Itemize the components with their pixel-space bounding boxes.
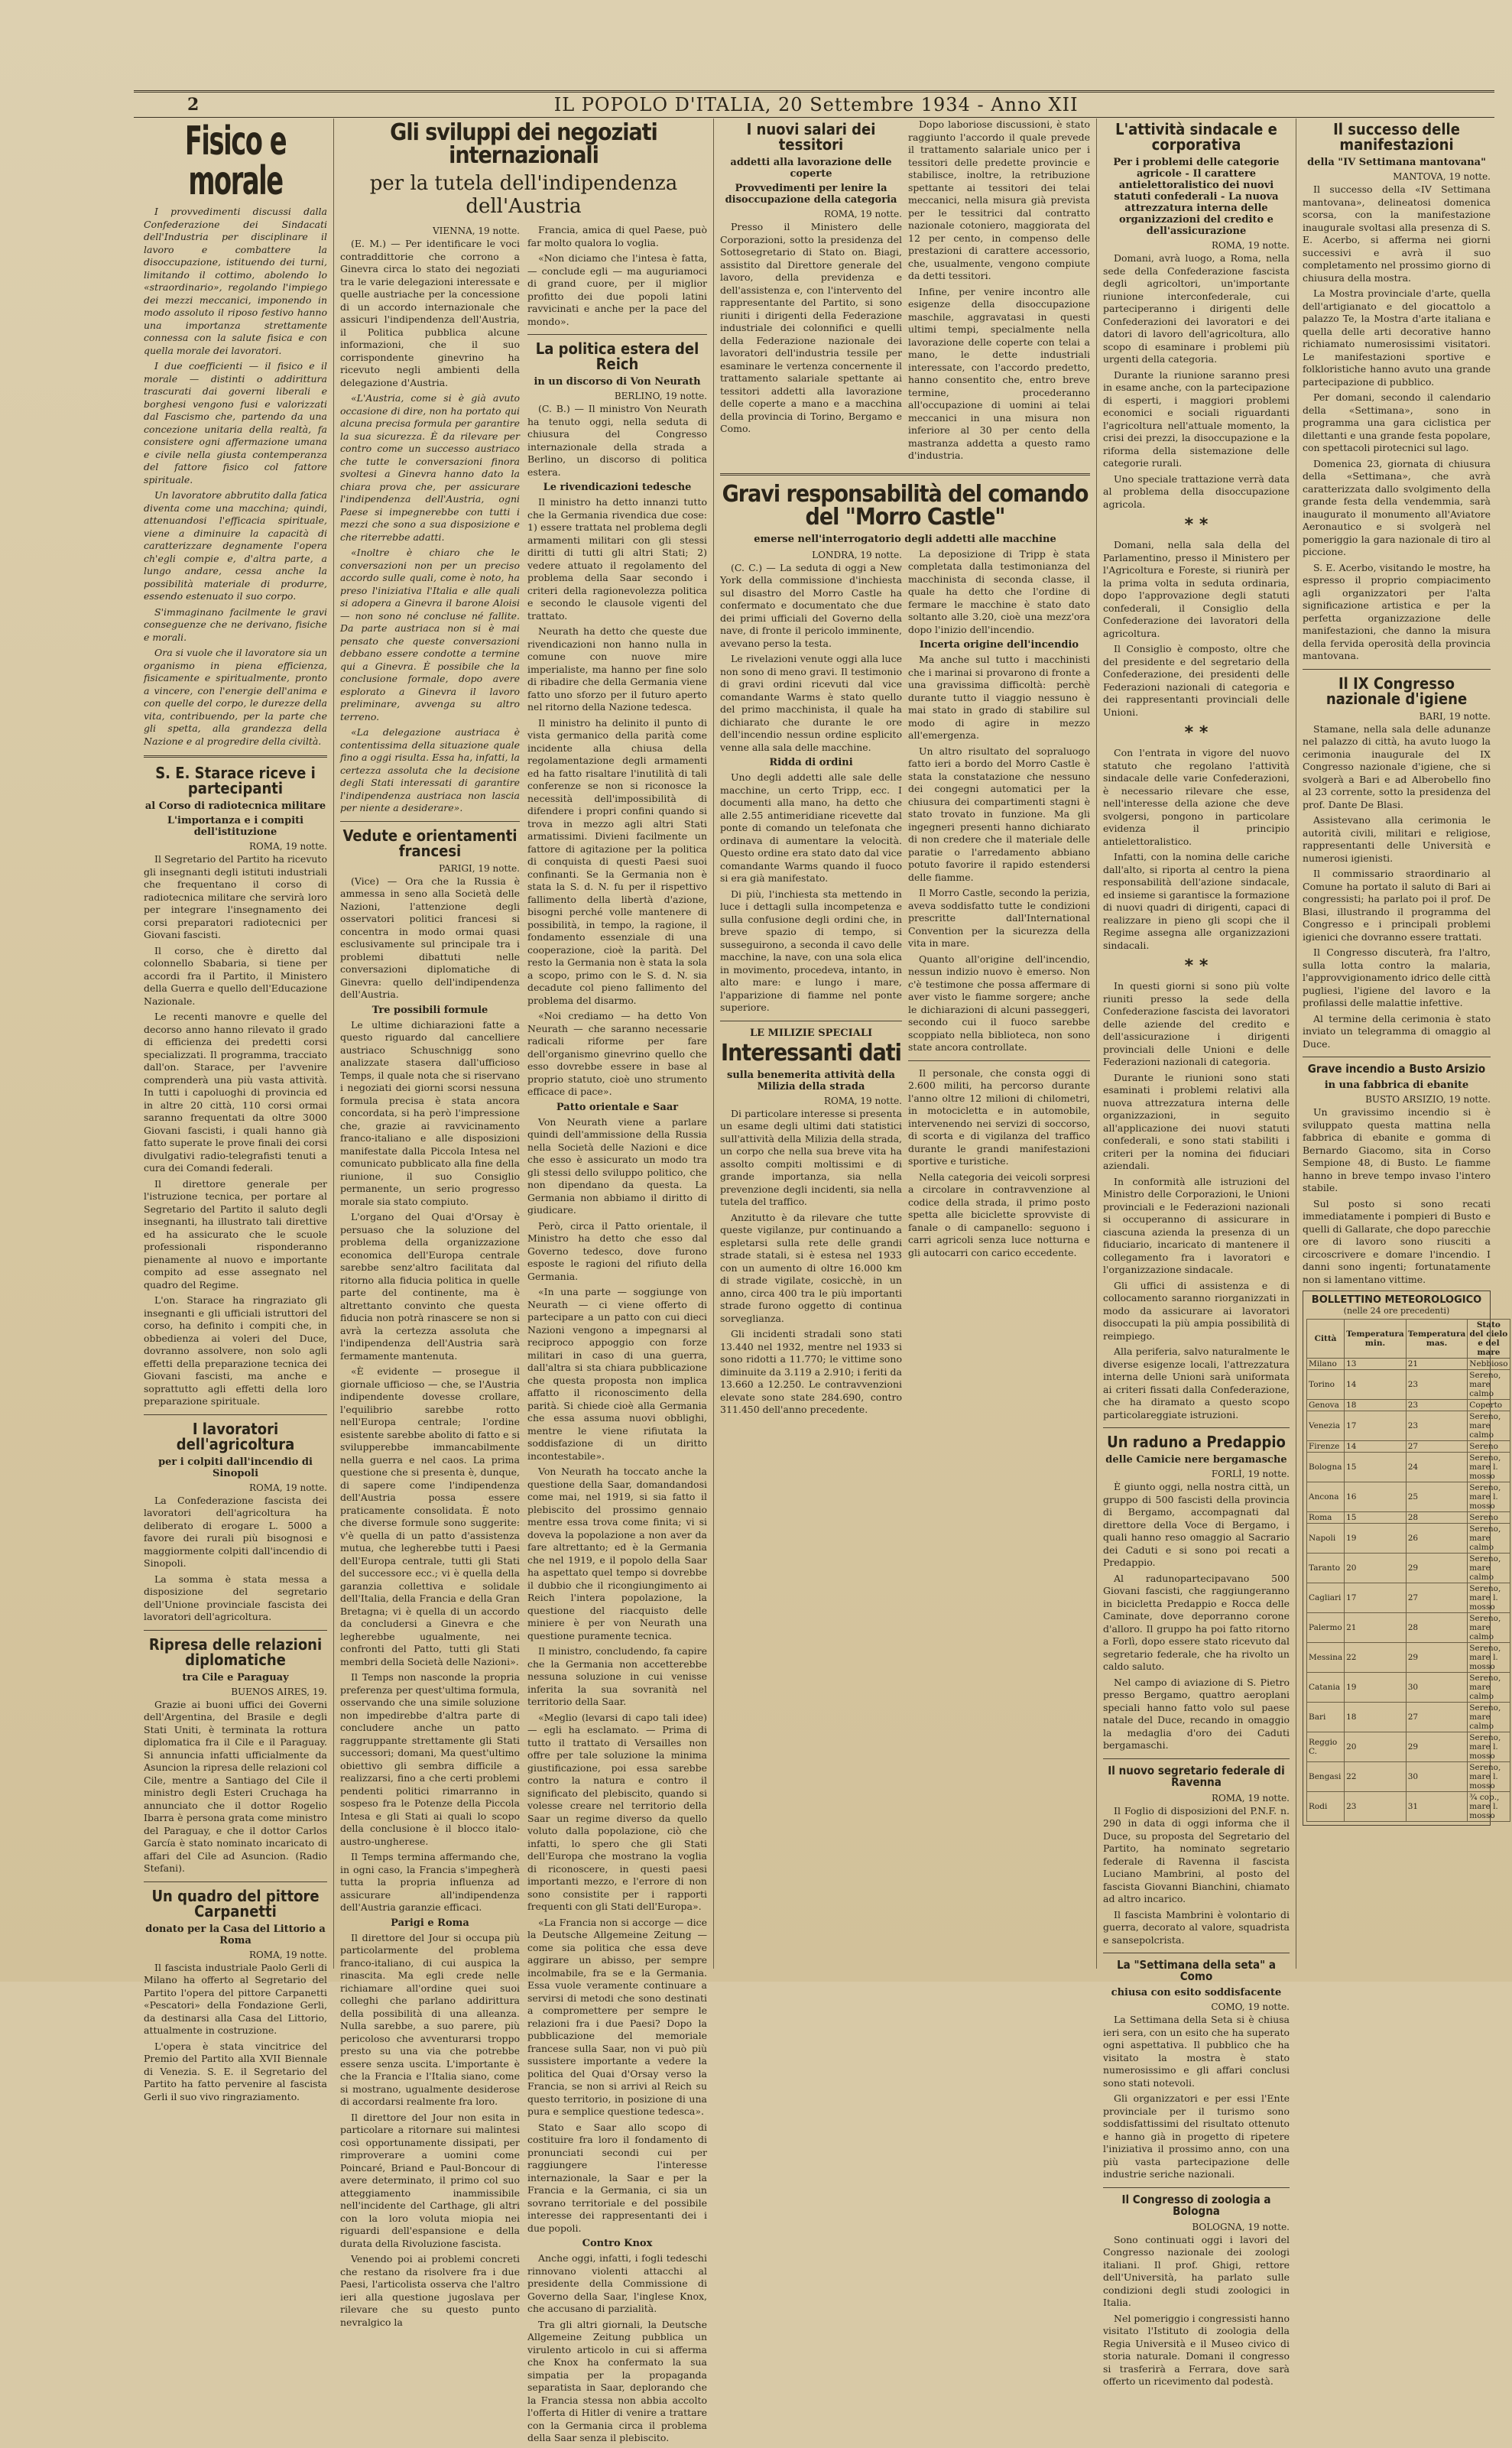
table-cell: Bari	[1307, 1703, 1345, 1732]
table-cell: Rodi	[1307, 1792, 1345, 1822]
article-paragraph: Domani, avrà luogo, a Roma, nella sede della Confederazione fascista degli agricoltori, un'importante riunione interconfederale, cui parteciperanno i dirigenti delle Confederazioni dei lavoratori e dei datori di lavoro dell'agricoltura, allo scopo di esaminare i problemi più urgenti della categoria.	[1103, 252, 1290, 365]
article-paragraph: (Vice) — Ora che la Russia è ammessa in seno alla Società delle Nazioni, l'attenzione degli osservatori politici francesi si concentra in modo ormai quasi esclusivamente sul principale tra i problemi dibattuti nelle conversazioni diplomatiche di Ginevra: quello dell'indipendenza dell'Austria.	[340, 875, 520, 1000]
article-paragraph: (E. M.) — Per identificare le voci contraddittorie che corrono a Ginevra circa lo stato dei negoziati tra le varie delegazioni interessate e quelle austriache per la concessione di un accordo internazionale che assicuri l'indipendenza dell'Austria, il Politica pubblica alcune informazioni, che il suo corrispondente ginevrino ha ricevuto negli ambienti della delegazione d'Austria.	[340, 238, 520, 388]
subhead: L'importanza e i compiti dell'istituzione	[167, 815, 304, 838]
divider	[1103, 1758, 1290, 1759]
header-cell: Temperatura mas.	[1406, 1320, 1468, 1359]
table-cell: Sereno, mare l. mosso	[1468, 1453, 1510, 1482]
table-cell: Genova	[1307, 1400, 1345, 1411]
article-paragraph: Infine, per venire incontro alle esigenze della disoccupazione maschile, aggravatasi in questi ultimi tempi, specialmente nella lavorazione delle coperte con telai a mano, le dette industriali interessate, con l'accordo predetto, hanno consentito che, entro breve termine, procederanno all'occupazione di uomini ai telai meccanici in una misura non inferiore al 30 per cento della mastranza addetta a questo ramo d'industria.	[908, 285, 1090, 461]
column-5	[1296, 119, 1508, 1969]
morro-block	[720, 548, 1090, 1420]
headline-attivita-sindacale: L'attività sindacale e corporativa	[1115, 120, 1277, 154]
table-cell: Sereno, mare l. mosso	[1468, 1643, 1510, 1673]
section-subhead: Contro Knox	[582, 2238, 653, 2249]
article-paragraph: Al radunopartecipavano 500 Giovani fascisti, che raggiungeranno in bicicletta Predappio e Rocca delle Caminate, dove deporranno corone d'alloro. Il gruppo ha poi fatto ritorno a Forlì, dopo essere stato ricevuto dal segretario federale, che ha rivolto un caldo saluto.	[1103, 1572, 1290, 1672]
article-paragraph: Anzitutto è da rilevare che tutte queste vigilanze, pur continuando a espletarsi sulla rete delle grandi strade statali, si è estesa nel 1933 con un aumento di oltre 16.000 km di strade vigilate, cosicchè, in un anno, circa 400 tra le più importanti strade furono oggetto di continua sorveglianza.	[720, 1211, 902, 1324]
subhead: emerse nell'interrogatorio degli addetti alle macchine	[754, 533, 1056, 545]
table-row	[1307, 1792, 1510, 1822]
subcolumn-right	[908, 548, 1090, 1420]
divider	[144, 1414, 327, 1415]
article-paragraph: Nel campo di aviazione di S. Pietro presso Bergamo, quattro aeroplani speciali hanno fatto volo sul paese natale del Duce, recando in omaggio la medaglia d'oro dei Caduti bergamaschi.	[1103, 1676, 1290, 1751]
table-cell: 23	[1406, 1370, 1468, 1400]
dateline: MANTOVA, 19 notte.	[1393, 171, 1491, 182]
header-cell: Città	[1307, 1320, 1345, 1359]
subhead: della "IV Settimana mantovana"	[1307, 157, 1486, 168]
article-paragraph: Gli uffici di assistenza e di collocamento saranno riorganizzati in modo da assicurare ai lavoratori disoccupati la più ampia possibilità di reimpiego.	[1103, 1279, 1290, 1342]
subhead: al Corso di radiotecnica militare	[144, 800, 326, 812]
divider	[1103, 1427, 1290, 1428]
article-paragraph: «In una parte — soggiunge von Neurath — ci viene offerto di partecipare a un patto con cui dieci Nazioni vengono a impegnarsi al reciproco appoggio con forze militari in caso di una guerra, dall'altra si sta chiara pubblicazione che questa proposta non implica affatto il riconoscimento della parità. Si chiede cioè alla Germania che essa assuma nuovi obblighi, mentre le viene rifiutata la soddisfazione di un diritto incontestabile».	[527, 1286, 707, 1462]
article-paragraph: Tra gli altri giornali, la Deutsche Allgemeine Zeitung pubblica un virulento articolo in cui si afferma che Knox ha confermato la sua simpatia per la propaganda separatista in Saar, deplorando che la Francia stessa non abbia accolto l'offerta di Hitler di venire a trattare con la Germania circa il problema della Saar senza il plebiscito.	[527, 2318, 707, 2443]
article-paragraph: Grazie ai buoni uffici dei Governi dell'Argentina, del Brasile e degli Stati Uniti, è terminata la rottura diplomatica fra il Cile e il Paraguay. Si annuncia infatti ufficialmente da Asuncion la ripresa delle relazioni col Cile, mentre a Santiago del Cile il ministro degli Esteri Cruchaga ha annunciato che il dottor Rogelio Ibarra è persona grata come ministro del Paraguay, e che il dottor Carlos García è stato nominato incaricato di affari del Cile ad Asuncion. (Radio Stefani).	[144, 1698, 327, 1874]
weather-bulletin-subtitle: (nelle 24 ore precedenti)	[1343, 1306, 1450, 1316]
table-cell: 18	[1345, 1703, 1407, 1732]
column-2	[334, 119, 714, 2443]
headline-settimana-seta: La "Settimana della seta" a Como	[1117, 1958, 1276, 1983]
table-cell: 28	[1406, 1512, 1468, 1524]
article-paragraph: Il fascista Mambrini è volontario di guerra, decorato al valore, squadrista e sansepolcrista.	[1103, 1908, 1290, 1946]
table-cell: Taranto	[1307, 1554, 1345, 1583]
table-cell: Ancona	[1307, 1482, 1345, 1512]
dateline: LONDRA, 19 notte.	[812, 549, 902, 560]
table-row	[1307, 1453, 1510, 1482]
table-cell: 29	[1406, 1643, 1468, 1673]
dateline: BARI, 19 notte.	[1419, 710, 1491, 722]
article-paragraph: I provvedimenti discussi dalla Confederazione dei Sindacati dell'Industria per disciplinare il lavoro e combattere la disoccupazione, istituendo dei turni, limitando il cottimo, abolendo lo «straordinario», regolando l'impiego dei mezzi meccanici, imponendo in modo assoluto il riposo festivo hanno una importanza strettamente connessa con la salute fisica e con quella morale dei lavoratori.	[144, 206, 327, 356]
article-paragraph: Il personale, che consta oggi di 2.600 militi, ha percorso durante l'anno oltre 12 milioni di chilometri, in motocicletta e in automobile, intervenendo nei servizi di soccorso, di scorta e di vigilanza del traffico durante le grandi manifestazioni sportive e turistiche.	[908, 1067, 1090, 1167]
article-paragraph: La Confederazione fascista dei lavoratori dell'agricoltura ha deliberato di erogare L. 5000 a favore dei rurali più bisognosi e maggiormente colpiti dall'incendio di Sinopoli.	[144, 1494, 327, 1569]
section-separator-icon: * *	[1184, 515, 1209, 534]
dateline: BOLOGNA, 19 notte.	[1192, 2221, 1290, 2232]
column-4	[1097, 119, 1296, 2387]
table-cell: Sereno, mare l. mosso	[1468, 1762, 1510, 1792]
article-paragraph: Il ministro ha detto innanzi tutto che la Germania rivendica due cose: 1) essere trattata nel problema degli armamenti militari con gli stessi diritti di tutti gli altri Stati; 2) vedere attuato il regolamento del problema della Saar secondo i criteri della ragionevolezza politica e secondo le clausole vigenti del trattato.	[527, 496, 707, 622]
table-cell: 23	[1406, 1400, 1468, 1411]
article-paragraph: Il Consiglio è composto, oltre che del presidente e del segretario della Confederazione, dei presidenti delle Federazioni nazionali di categoria e dei rappresentanti provinciali delle Unioni.	[1103, 643, 1290, 718]
article-paragraph: Le recenti manovre e quelle del decorso anno hanno rilevato il grado di efficienza dei predetti corsi specializzati. Il programma, tracciato dall'on. Starace, per l'avvenire comprenderà una più vasta attività. In tutti i capoluoghi di provincia ed in altre 20 città, 110 corsi ormai saranno frequentati da oltre 3000 Giovani fascisti, i quali hanno già fatto superate le prove finali dei corsi divulgativi radio-telegrafisti tenuti a cura dei Comandi federali.	[144, 1011, 327, 1174]
subhead: donato per la Casa del Littorio a Roma	[145, 1923, 326, 1946]
subhead: addetti alla lavorazione delle coperte	[730, 157, 892, 180]
article-paragraph: (C. C.) — La seduta di oggi a New York della commissione d'inchiesta sul disastro del Morro Castle ha confermato e documentato che due dei primi ufficiali del Governo della nave, di fronte il pericolo imminente, avevano perso la testa.	[720, 561, 902, 649]
table-cell: 26	[1406, 1524, 1468, 1554]
table-cell: Sereno, mare calmo	[1468, 1703, 1510, 1732]
masthead-title: IL POPOLO D'ITALIA, 20 Settembre 1934 - Anno XII	[553, 94, 1079, 115]
headline-vedute-francesi: Vedute e orientamenti francesi	[342, 826, 518, 860]
subcolumn-left	[720, 119, 902, 466]
article-paragraph: Il Morro Castle, secondo la perizia, aveva soddisfatto tutte le condizioni prescritte dall'International Convention per la sicurezza della vita in mare.	[908, 887, 1090, 949]
article-paragraph: Il Foglio di disposizioni del P.N.F. n. 290 in data di oggi informa che il Duce, su proposta del Segretario del Partito, ha nominato segretario federale di Ravenna il fascista Luciano Mambrini, al posto del fascista Giovanni Bianchini, chiamato ad altro incarico.	[1103, 1804, 1290, 1904]
table-row	[1307, 1411, 1510, 1441]
article-paragraph: Il ministro ha delinito il punto di vista germanico della parità come incidente alla chiusa della regolamentazione degli armamenti ed ha fatto risaltare l'inutilità di tali conferenze se non si riconosce la necessità dell'impossibilità di difendere i propri confini quando si trova in mezzo agli altri Stati armatissimi. Divieni facilmente un fattore di agitazione per la politica di conquista di questi Paesi suoi confinanti. Se la Germania non è stata la S. d. N. fu per il rispettivo fallimento della libertà d'azione, bisogni perché volle mantenere di possibilità, in tempo, la ragione, il fondamento essenziale di una cooperazione, cioè la parità. Del resto la Germania non è stata la sola a scopo, primo con le S. d. N. sia decadute col pieno fallimento del problema del disarmo.	[527, 716, 707, 1006]
dateline: ROMA, 19 notte.	[248, 1482, 327, 1493]
headline-fisico-morale: Fisico e morale	[184, 119, 287, 204]
subcolumn-left	[720, 548, 902, 1420]
article-paragraph: L'on. Starace ha ringraziato gli insegnanti e gli ufficiali istruttori del corso, ha definito i compiti che, in obbedienza ai voleri del Duce, dovranno assolvere, non solo agli effetti della preparazione tecnica dei Giovani fascisti, ma anche e soprattutto agli effetti della loro preparazione spirituale.	[144, 1294, 327, 1407]
table-cell: Messina	[1307, 1643, 1345, 1673]
table-cell: 31	[1406, 1792, 1468, 1822]
article-paragraph: Gli incidenti stradali sono stati 13.440 nel 1932, mentre nel 1933 si sono ridotti a 11.770; le vittime sono diminuite da 3.119 a 2.910; i feriti da 13.660 a 12.250. Le contravvenzioni elevate sono state 284.690, contro 311.450 dell'anno precedente.	[720, 1328, 902, 1415]
table-cell: Sereno, mare l. mosso	[1468, 1482, 1510, 1512]
table-cell: Reggio C.	[1307, 1732, 1345, 1762]
table-cell: Sereno	[1468, 1441, 1510, 1453]
dateline: BUSTO ARSIZIO, 19 notte.	[1365, 1094, 1491, 1105]
divider	[908, 1060, 1090, 1061]
article-paragraph: Il Temps termina affermando che, in ogni caso, la Francia s'impegherà tutta la propria influenza ad assicurare all'indipendenza dell'Austria garanzie efficaci.	[340, 1851, 520, 1913]
article-paragraph: «Non diciamo che l'intesa è fatta, — conclude egli — ma auguriamoci di grand cuore, per il miglior profitto dei due popoli latini ravvicinati e anche per la pace del mondo».	[527, 252, 707, 327]
article-paragraph: «La Francia non si accorge — dice la Deutsche Allgemeine Zeitung — come sia politica che essa deve aggirare un abisso, per sempre incolmabile, fra se e la Germania. Essa vuole veramente continuare a servirsi di metodi che sono destinati a compromettere per sempre le relazioni fra i due Paesi? Dopo la pubblicazione del memoriale francese sulla Saar, non vi può più sussistere importante a vedere la politica del Quai d'Orsay verso la Francia, se non si arrivi al Reich su questo territorio, in posizione di una pura e semplice questione tedesca».	[527, 1916, 707, 2117]
article-paragraph: Francia, amica di quel Paese, può far molto qualora lo voglia.	[527, 224, 707, 248]
column-1	[138, 119, 334, 2102]
subhead: Per i problemi delle categorie agricole - Il carattere antielettoralistico dei nuovi statuti confederali - La nuova attrezzatura interna delle organizzazioni del credito e dell'assicurazione	[1113, 157, 1280, 237]
table-cell: 17	[1345, 1411, 1407, 1441]
table-row	[1307, 1512, 1510, 1524]
dateline: ROMA, 19 notte.	[1211, 240, 1290, 251]
section-subhead: Patto orientale e Saar	[556, 1101, 679, 1113]
headline-negoziati: Gli sviluppi dei negoziati internazionali	[390, 119, 657, 169]
dateline: PARIGI, 19 notte.	[439, 862, 520, 874]
article-paragraph: Un gravissimo incendio si è sviluppato questa mattina nella fabbrica di ebanite e gomma di Bernardo Giacomo, sita in Corso Sempione 48, di Busto. Le fiamme hanno in breve tempo invaso l'intero stabile.	[1303, 1106, 1491, 1193]
table-cell: Nebbioso	[1468, 1359, 1510, 1370]
table-cell: 23	[1406, 1411, 1468, 1441]
table-cell: 16	[1345, 1482, 1407, 1512]
table-row	[1307, 1703, 1510, 1732]
subhead: chiusa con esito soddisfacente	[1111, 1987, 1282, 1998]
divider	[527, 334, 707, 335]
article-paragraph: L'opera è stata vincitrice del Premio del Partito alla XVII Biennale di Venezia. S. E. il Segretario del Partito ha fatto pervenire al fascista Gerli il suo vivo ringraziamento.	[144, 2040, 327, 2102]
headline-interessanti-dati: Interessanti dati	[721, 1039, 901, 1067]
table-row	[1307, 1762, 1510, 1792]
article-paragraph: Ma anche sul tutto i macchinisti che i marinai si provarono di fronte a una gravissima difficoltà: perchè durante tutto il viaggio nessuno è mai stato in grado di stabilire sul modo di agire in mezzo all'emergenza.	[908, 654, 1090, 741]
article-paragraph: Al termine della cerimonia è stato inviato un telegramma di omaggio al Duce.	[1303, 1012, 1491, 1050]
table-cell: Sereno, mare calmo	[1468, 1524, 1510, 1554]
dateline: ROMA, 19 notte.	[823, 209, 902, 219]
dateline: VIENNA, 19 notte.	[432, 226, 520, 236]
divider	[720, 473, 1090, 476]
salari-block	[720, 119, 1090, 466]
article-paragraph: Neurath ha detto che queste due rivendicazioni non hanno nulla in comune con nuove mire imperialiste, ma hanno per fine solo di ribadire che della Germania viene fatto uno sforzo per il futuro aperto nel ritorno della Nazione tedesca.	[527, 625, 707, 713]
weather-table	[1306, 1319, 1510, 1822]
headline-starace: S. E. Starace riceve i partecipanti	[155, 764, 316, 797]
subhead: Provvedimenti per lenire la disoccupazione della categoria	[725, 183, 897, 206]
dateline: ROMA, 19 notte.	[1211, 1792, 1290, 1804]
table-cell: Sereno, mare calmo	[1468, 1411, 1510, 1441]
article-paragraph: Però, circa il Patto orientale, il Ministro ha detto che esso dal Governo tedesco, dove furono esposte le ragioni del rifiuto della Germania.	[527, 1219, 707, 1282]
article-paragraph: Von Neurath viene a parlare quindi dell'ammissione della Russia nella Società delle Nazioni e dice che esso è assicurato un modo tra gli stessi dello sviluppo politico, che non dipendano da questa. La Germania non abbiamo il diritto di giudicare.	[527, 1115, 707, 1216]
article-paragraph: Assistevano alla cerimonia le autorità civili, militari e religiose, rappresentanti delle Università e numerosi igienisti.	[1303, 814, 1491, 864]
article-paragraph: La somma è stata messa a disposizione del segretario dell'Unione provinciale fascista dei lavoratori dell'agricoltura.	[144, 1573, 327, 1622]
table-cell: Napoli	[1307, 1524, 1345, 1554]
headline-congresso-igiene: Il IX Congresso nazionale d'igiene	[1325, 674, 1468, 708]
table-cell: 20	[1345, 1732, 1407, 1762]
table-cell: 14	[1345, 1441, 1407, 1453]
article-paragraph: Sul posto si sono recati immediatamente i pompieri di Busto e quelli di Gallarate, che dopo parecchie ore di lavoro sono riusciti a circoscrivere e domare l'incendio. I danni sono ingenti; fortunatamente non si lamentano vittime.	[1303, 1197, 1491, 1285]
section-subhead: Le rivendicazioni tedesche	[543, 482, 692, 493]
subcolumn-left	[340, 224, 520, 2448]
subhead: in un discorso di Von Neurath	[534, 376, 701, 388]
dateline: ROMA, 19 notte.	[248, 841, 327, 852]
weather-bulletin-title: BOLLETTINO METEOROLOGICO	[1311, 1294, 1482, 1306]
article-paragraph: Nella categoria dei veicoli sorpresi a circolare in contravvenzione al codice della strada, il primo posto spetta alle biciclette sprovviste di fanale o di campanello: seguono i carri agricoli senza luce notturna e gli autocarri con carico eccedente.	[908, 1170, 1090, 1258]
section-separator-icon: * *	[1184, 956, 1209, 976]
table-row	[1307, 1441, 1510, 1453]
article-paragraph: I due coefficienti — il fisico e il morale — distinti o addirittura trascurati dai governi liberali e borghesi vengono fusi e valorizzati dal Fascismo che, partendo da una concezione unitaria della realtà, fa consistere ogni affermazione umana e civile nella giusta contemperanza del fattore fisico col fattore spirituale.	[144, 360, 327, 485]
table-cell: Milano	[1307, 1359, 1345, 1370]
table-cell: 27	[1406, 1441, 1468, 1453]
table-cell: Coperto	[1468, 1400, 1510, 1411]
table-cell: 14	[1345, 1370, 1407, 1400]
table-cell: Venezia	[1307, 1411, 1345, 1441]
subhead: per la tutela dell'indipendenza dell'Austria	[369, 172, 678, 218]
headline-incendio-busto: Grave incendio a Busto Arsizio	[1307, 1062, 1486, 1076]
table-cell: Sereno, mare calmo	[1468, 1370, 1510, 1400]
subcolumn-right	[908, 119, 1090, 466]
table-cell: 21	[1406, 1359, 1468, 1370]
article-paragraph: Stamane, nella sala delle adunanze nel palazzo di città, ha avuto luogo la cerimonia inaugurale del IX Congresso nazionale d'igiene, che si svolgerà a Bari e ad Alberobello fino al 23 corrente, sotto la presidenza del prof. Dante De Blasi.	[1303, 722, 1491, 810]
dateline: BERLINO, 19 notte.	[614, 391, 707, 401]
article-paragraph: La deposizione di Tripp è stata completata dalla testimonianza del macchinista di seconda classe, il quale ha detto che l'ordine di fermare le macchine è stato dato soltanto alle 3.20, cioè una mezz'ora dopo l'inizio dell'incendio.	[908, 547, 1090, 635]
table-cell: Sereno, mare calmo	[1468, 1673, 1510, 1703]
table-cell: 13	[1345, 1359, 1407, 1370]
table-cell: 29	[1406, 1732, 1468, 1762]
section-subhead: Tre possibili formule	[372, 1004, 488, 1016]
article-paragraph: Con l'entrata in vigore del nuovo statuto che regolano l'attività sindacale delle varie Confederazioni, è necessario rilevare che esse, nell'interesse della azione che deve svolgersi, pongono in particolare evidenza il principio antielettoralistico.	[1103, 747, 1290, 847]
section-subhead: Incerta origine dell'incendio	[919, 639, 1079, 651]
table-cell: 22	[1345, 1643, 1407, 1673]
article-paragraph: Nel pomeriggio i congressisti hanno visitato l'Istituto di zoologia della Regia Università e il Museo civico di storia naturale. Domani il congresso si trasferirà a Ferrara, dove sarà offerto un ricevimento dal podestà.	[1103, 2312, 1290, 2387]
article-paragraph: Il corso, che è diretto dal colonnello Sbabaria, si tiene per accordi fra il Partito, il Ministero della Guerra e quello dell'Educazione Nazionale.	[144, 944, 327, 1007]
headline-carpanetti: Un quadro del pittore Carpanetti	[151, 1886, 320, 1920]
headline-cile-paraguay: Ripresa delle relazioni diplomatiche	[148, 1635, 323, 1669]
article-paragraph: Stato e Saar allo scopo di costituire fra loro il fondamento di pronunciati secondi cui per raggiungere l'interesse internazionale, la Saar e per la Francia e la Germania, ci sia un sovrano territoriale e del possibile interesse dei rappresentanti dei i due popoli.	[527, 2121, 707, 2234]
article-paragraph: La Mostra provinciale d'arte, quella dell'artigianato e del giocattolo a palazzo Te, la Mostra d'arte italiana e quella delle arti decorative hanno richiamato numerosissimi visitatori. Le manifestazioni sportive e folkloristiche hanno avuto una grande partecipazione di pubblico.	[1303, 287, 1491, 388]
headline-lavoratori-agricoltura: I lavoratori dell'agricoltura	[176, 1419, 295, 1453]
article-paragraph: Per domani, secondo il calendario della «Settimana», sono in programma una gara ciclistica per dilettanti e una grande festa popolare, con spettacoli pirotecnici sul lago.	[1303, 391, 1491, 453]
table-cell: Torino	[1307, 1370, 1345, 1400]
table-row	[1307, 1613, 1510, 1643]
article-paragraph: Il direttore del Jour si occupa più particolarmente del problema franco-italiano, di cui auspica la rinascita. Ma egli crede nelle richiamare all'ordine quei suoi colleghi che parlano addirittura della possibilità di una alleanza. Nulla sarebbe, a suo parere, più pericoloso che avventurarsi troppo presto su una via che potrebbe essere senza uscita. L'importante è che la Francia e l'Italia siano, come si mostrano, ugualmente desiderose di accordarsi realmente fra loro.	[340, 1931, 520, 2107]
table-cell: 18	[1345, 1400, 1407, 1411]
table-cell: 23	[1345, 1792, 1407, 1822]
article-paragraph: «Meglio (levarsi di capo tali idee) — egli ha esclamato. — Prima di tutto il trattato di Versailles non offre per tale soluzione la minima giustificazione, poi essa sarebbe contro la natura e contro il significato del plebiscito, quando si volesse creare nel territorio della Saar un regime diverso da quello voluto dalla popolazione, ciò che infatti, lo spero che gli Stati dell'Europa che mostrano la voglia di riconoscere, in questi paesi importanti mezzo, e l'errore di non sono consistite per i rapporti frequenti con gli Stati dell'Europa».	[527, 1711, 707, 1912]
table-row	[1307, 1370, 1510, 1400]
article-paragraph: S'immaginano facilmente le gravi conseguenze che ne derivano, fisiche e morali.	[144, 606, 327, 643]
headline-settimana-mantovana: Il successo delle manifestazioni	[1333, 120, 1460, 154]
article-paragraph: In conformità alle istruzioni del Ministro delle Corporazioni, le Unioni provinciali e le Federazioni nazionali si occuperanno di assicurare in ciascuna azienda la presenza di un fiduciario, incaricato di mantenere il collegamento fra i lavoratori e l'organizzazione sindacale.	[1103, 1175, 1290, 1275]
article-paragraph: Quanto all'origine dell'incendio, nessun indizio nuovo è emerso. Non c'è testimone che possa affermare di aver visto le fiamme sorgere; anche le dichiarazioni di alcuni passeggeri, secondo cui il fuoco sarebbe scoppiato nella biblioteca, non sono state ancora controllate.	[908, 953, 1090, 1053]
header-cell: Temperatura min.	[1345, 1320, 1407, 1359]
headline-reich: La politica estera del Reich	[535, 339, 699, 373]
dateline: ROMA, 19 notte.	[248, 1949, 327, 1960]
table-cell: 21	[1345, 1613, 1407, 1643]
table-cell: 29	[1406, 1554, 1468, 1583]
table-row	[1307, 1359, 1510, 1370]
article-paragraph: Il commissario straordinario al Comune ha portato il saluto di Bari ai congressisti; ha parlato poi il prof. De Blasi, illustrando il programma del Congresso e i principali problemi igienici che dovranno essere trattati.	[1303, 868, 1491, 943]
article-paragraph: Il Congresso discuterà, fra l'altro, sulla lotta contro la malaria, l'approvvigionamento idrico delle città pugliesi, l'igiene del lavoro e la profilassi delle malattie infettive.	[1303, 946, 1491, 1008]
section-subhead: Ridda di ordini	[769, 757, 853, 768]
header-cell: Stato del cielo e del mare	[1468, 1320, 1510, 1359]
weather-table-header	[1307, 1320, 1510, 1359]
subhead: in una fabbrica di ebanite	[1324, 1080, 1469, 1091]
divider	[1103, 2187, 1290, 2188]
article-paragraph: Di più, l'inchiesta sta mettendo in luce i dettagli sulla incompetenza e sulla confusione degli ordini che, in breve spazio di tempo, si susseguirono, a seconda il cavo delle macchine, la nave, con una sola elica in movimento, procedeva, intanto, in alto mare: e lungo i mare, l'apparizione di fiamme nel ponte superiore.	[720, 888, 902, 1013]
table-cell: 25	[1406, 1482, 1468, 1512]
table-cell: 22	[1345, 1762, 1407, 1792]
table-cell: Sereno, mare calmo	[1468, 1613, 1510, 1643]
two-col-block	[340, 224, 707, 2448]
page-number: 2	[187, 95, 200, 115]
article-paragraph: «Noi crediamo — ha detto Von Neurath — che saranno necessarie radicali riforme per fare dell'organismo ginevrino quello che esso dovrebbe essere in base al proprio statuto, cioè uno strumento efficace di pace».	[527, 1010, 707, 1097]
headline-morro-castle: Gravi responsabilità del comando del "Morro Castle"	[722, 480, 1089, 531]
divider	[340, 821, 520, 822]
column-3	[714, 119, 1097, 1969]
article-paragraph: Il direttore generale per l'istruzione tecnica, per portare al Segretario del Partito il saluto degli insegnanti, ha illustrato tali direttive ed ha assicurato che le scuole professionali risponderanno pienamente al nuovo e importante compito ad esse assegnato nel quadro del Regime.	[144, 1177, 327, 1291]
table-cell: 20	[1345, 1554, 1407, 1583]
subhead: delle Camicie nere bergamasche	[1105, 1454, 1287, 1466]
weather-table-body	[1307, 1359, 1510, 1822]
table-cell: 19	[1345, 1673, 1407, 1703]
dateline: ROMA, 19 notte.	[823, 1095, 902, 1106]
subhead: per i colpiti dall'incendio di Sinopoli	[158, 1456, 313, 1479]
table-row	[1307, 1524, 1510, 1554]
table-cell: Cagliari	[1307, 1583, 1345, 1613]
article-paragraph: Domani, nella sala della del Parlamentino, presso il Ministero per l'Agricoltura e Foreste, si riunirà per la prima volta in seduta ordinaria, dopo l'approvazione degli statuti confederali, il Consiglio della Confederazione dei lavoratori della agricoltura.	[1103, 539, 1290, 639]
article-paragraph: Durante la riunione saranno presi in esame anche, con la partecipazione di esperti, i maggiori problemi economici e sociali riguardanti l'agricoltura nell'attuale momento, la crisi dei prezzi, la disoccupazione e la riforma della sistemazione delle categorie rurali.	[1103, 368, 1290, 469]
table-cell: ¾ cop., mare l. mosso	[1468, 1792, 1510, 1822]
article-paragraph: «Inoltre è chiaro che le conversazioni non per un preciso accordo sulle quali, come è noto, ha preso l'iniziativa l'Italia e alle quali si adopera a Ginevra il barone Aloisi — non sono né concluse né fallite. Da parte austriaca non si è mai pensato che queste conversazioni debbano essere condotte a termine qui a Ginevra. È possibile che la conclusione formale, dopo avere esplorato a Ginevra il lavoro preliminare, avvenga su altro terreno.	[340, 547, 520, 722]
article-paragraph: Dopo laboriose discussioni, è stato raggiunto l'accordo il quale prevede il trattamento salariale unico per i tessitori delle predette provincie e stabilisce, inoltre, la retribuzione spettante ai tessitori dei telai meccanici, nella misura già prevista per le tessitrici dal contratto nazionale cotoniero, maggiorata del 12 per cento, in compenso delle prestazioni di carattere accessorio, che, usualmente, vengono compiute da detti tessitori.	[908, 119, 1090, 281]
article-paragraph: Il direttore del Jour non esita in particolare a ritornare sui malintesi così opportunamente dissipati, per rimproverare a uomini come Poincaré, Briand e Paul-Boncour di avere determinato, il primo col suo atteggiamento inammissibile nell'incidente del Carthage, gli altri con la loro voluta miopia nei riguardi dell'espansione e della durata della Rivoluzione fascista.	[340, 2111, 520, 2249]
article-paragraph: Il ministro, concludendo, fa capire che la Germania non accetterebbe nessuna soluzione in cui venisse inferita la sua sovranità nel territorio della Saar.	[527, 1645, 707, 1707]
table-cell: Sereno	[1468, 1512, 1510, 1524]
table-row	[1307, 1643, 1510, 1673]
masthead	[134, 90, 1494, 118]
table-row	[1307, 1583, 1510, 1613]
article-paragraph: È giunto oggi, nella nostra città, un gruppo di 500 fascisti della provincia di Bergamo, accompagnati dal direttore della Voce di Bergamo, i quali hanno reso omaggio al Sacrario dei Caduti e si sono poi recati a Predappio.	[1103, 1481, 1290, 1568]
table-cell: 30	[1406, 1673, 1468, 1703]
table-cell: Sereno, mare l. mosso	[1468, 1583, 1510, 1613]
subhead: sulla benemerita attività della Milizia della strada	[727, 1069, 895, 1093]
table-cell: Palermo	[1307, 1613, 1345, 1643]
article-paragraph: Anche oggi, infatti, i fogli tedeschi rinnovano violenti attacchi al presidente della Commissione di Governo della Saar, l'inglese Knox, che accusano di parzialità.	[527, 2252, 707, 2314]
article-paragraph: Domenica 23, giornata di chiusura della «Settimana», che avrà caratterizzata dallo svolgimento della grande festa della vendemmia, sarà inaugurato il monumento all'Aviatore Aeronautico e si svolgerà nel pomeriggio la gara nazionale di tiro al piccione.	[1303, 457, 1491, 557]
article-paragraph: Di particolare interesse si presenta un esame degli ultimi dati statistici sull'attività della Milizia della strada, un corpo che nella sua breve vita ha assolto compiti moltissimi e di grande importanza, sia nella prevenzione degli incidenti, sia nella tutela del traffico.	[720, 1107, 902, 1207]
article-paragraph: Presso il Ministero delle Corporazioni, sotto la presidenza del Sottosegretario di Stato on. Biagi, assistito dal Direttore generale del lavoro, della previdenza e dell'assistenza e, con l'intervento del rappresentante del Partito, si sono riuniti i dirigenti della Federazione industriale dei colonnifici e quelli della Federazione nazionale dei lavoratori dell'industria tessile per esaminare le vertenza concernente il trattamento salariale spettante ai tessitori addetti alla lavorazione delle coperte a mano e a macchina della provincia di Torino, Bergamo e Como.	[720, 221, 902, 434]
table-row	[1307, 1482, 1510, 1512]
subhead: tra Cile e Paraguay	[182, 1671, 289, 1683]
article-paragraph: (C. B.) — Il ministro Von Neurath ha tenuto oggi, nella seduta di chiusura del Congresso internazionale della strada a Berlino, un discorso di politica estera.	[527, 403, 707, 478]
headline-zoologia: Il Congresso di zoologia a Bologna	[1121, 2192, 1271, 2218]
headline-ravenna: Il nuovo segretario federale di Ravenna	[1108, 1763, 1285, 1789]
table-cell: 19	[1345, 1524, 1407, 1554]
table-cell: 27	[1406, 1703, 1468, 1732]
table-cell: 15	[1345, 1512, 1407, 1524]
article-paragraph: Un altro risultato del sopraluogo fatto ieri a bordo del Morro Castle è stata la constatazione che nessuno dei congegni automatici per la chiusura dei compartimenti stagni è stato trovato in funzione. Ma gli ingegneri presenti hanno dichiarato di non credere che il materiale delle paratie o l'arredamento abbiano potuto favorire il rapido estendersi delle fiamme.	[908, 745, 1090, 883]
article-paragraph: Durante le riunioni sono stati esaminati i problemi relativi alla nuova attrezzatura interna delle organizzazioni, in seguito all'applicazione dei nuovi statuti confederali, e sono stati stabiliti i criteri per la nomina dei fiduciari aziendali.	[1103, 1071, 1290, 1171]
article-paragraph: «L'Austria, come si è già avuto occasione di dire, non ha portato qui alcuna precisa formula per garantire la sua sicurezza. È da rilevare per contro come un successo austriaco che tutte le conversazioni finora svoltesi a Ginevra hanno dato la chiara prova che, per assicurare l'indipendenza dell'Austria, ogni Paese si impegnerebbe con tutti i mezzi che sono a sua disposizione e che riterrebbe adatti.	[340, 392, 520, 543]
article-paragraph: «È evidente — prosegue il giornale ufficioso — che, se l'Austria indipendente dovesse crollare, l'equilibrio sarebbe rotto nell'Europa centrale; l'ordine esistente sarebbe abolito di fatto e si svilupperebbe immancabilmente nella guerra e nel caos. La prima questione che si presenta è, dunque, di sapere come l'indipendenza dell'Austria possa essere praticamente consolidata. È noto che diverse formule sono suggerite: v'è quella di un patto d'assistenza mutua, che legherebbe tutti i Paesi dell'Europa centrale, tutti gli Stati del successore ecc.; vi è quella della garanzia collettiva e solidale dell'Italia, della Francia e della Gran Bretagna; vi è quella di un accordo da concludersi a Ginevra e che legherebbe ugualmente, nei confronti del Patto, tutti gli Stati membri della Società delle Nazioni».	[340, 1365, 520, 1667]
divider	[144, 755, 327, 758]
article-paragraph: Il fascista industriale Paolo Gerli di Milano ha offerto al Segretario del Partito l'opera del pittore Carpanetti «Pescatori» della Fondazione Gerli, da destinarsi alla Casa del Littorio, attualmente in costruzione.	[144, 1961, 327, 2036]
article-paragraph: Le rivelazioni venute oggi alla luce non sono di meno gravi. Il testimonio di gravi ordini ricevuti dal vice comandante Warms è stato quello del primo macchinista, il quale ha dichiarato che durante le ore dell'incendio nessun ordine esplicito venne alla sala delle macchine.	[720, 653, 902, 753]
table-cell: 30	[1406, 1762, 1468, 1792]
table-cell: Bologna	[1307, 1453, 1345, 1482]
article-paragraph: Il Segretario del Partito ha ricevuto gli insegnanti degli istituti industriali che frequentano il corso di radiotecnica militare che servirà loro per integrare l'insegnamento dei corsi preparatori radiotecnici per Giovani fascisti.	[144, 853, 327, 940]
article-paragraph: Un lavoratore abbrutito dalla fatica diventa come una macchina; quindi, attenuandosi l'efficacia spirituale, viene a diminuire la capacità di caratterizzare degnamente l'opera ch'egli compie e, d'altra parte, a lungo andare, cessa anche la possibilità materiale di produrre, essendo estenuato il suo corpo.	[144, 489, 327, 602]
table-cell: Firenze	[1307, 1441, 1345, 1453]
table-row	[1307, 1732, 1510, 1762]
article-paragraph: In questi giorni si sono più volte riuniti presso la sede della Confederazione fascista dei lavoratori delle aziende del credito e dell'assicurazione i dirigenti provinciali delle Unioni e delle Federazioni nazionali di categoria.	[1103, 980, 1290, 1067]
table-cell: Sereno, mare calmo	[1468, 1554, 1510, 1583]
article-paragraph: Il Temps non nasconde la propria preferenza per quest'ultima formula, osservando che una simile soluzione non impedirebbe d'altra parte di concludere anche un patto raggruppante strettamente gli Stati successori; domani, Ma quest'ultimo obiettivo gli sembra difficile a realizzarsi, fino a che certi problemi pendenti politici rimarranno in sospeso fra le Potenze della Piccola Intesa e gli Stati ai quali lo scopo della conclusione è il blocco italo-austro-ungherese.	[340, 1671, 520, 1847]
dateline: BUENOS AIRES, 19.	[231, 1686, 327, 1697]
table-cell: 27	[1406, 1583, 1468, 1613]
table-cell: 28	[1406, 1613, 1468, 1643]
table-cell: 17	[1345, 1583, 1407, 1613]
divider	[1303, 669, 1491, 670]
article-paragraph: Gli organizzatori e per essi l'Ente provinciale per il turismo sono soddisfattissimi del risultato ottenuto e hanno già in progetto di ripetere l'iniziativa il prossimo anno, con una più vasta partecipazione delle industrie seriche nazionali.	[1103, 2092, 1290, 2180]
article-paragraph: Uno speciale trattazione verrà data al problema della disoccupazione agricola.	[1103, 472, 1290, 510]
dateline: FORLÌ, 19 notte.	[1211, 1469, 1290, 1479]
section-separator-icon: * *	[1184, 723, 1209, 742]
table-cell: Sereno, mare l. mosso	[1468, 1732, 1510, 1762]
article-paragraph: Von Neurath ha toccato anche la questione della Saar, domandandosi come mai, nel 1919, si sia fatto il plebiscito del prossimo gennaio mentre essa trova come finita; vi si doveva la popolazione a non aver da fare altrettanto; ed è la Germania che nel 1919, e il popolo della Saar ha aspettato quel tempo si dovrebbe il dubbio che il ricongiungimento ai Reich l'intera popolazione, la questione del riacquisto delle miniere è per von Neurath una questione puramente tecnica.	[527, 1466, 707, 1641]
headline-salari-tessitori: I nuovi salari dei tessitori	[746, 120, 876, 154]
article-paragraph: L'organo del Quai d'Orsay è persuaso che la soluzione del problema della organizzazione economica dell'Europa centrale sarebbe senz'altro facilitata dal ritorno alla fiducia politica in quelle parte del continente, ma è altrettanto convinto che questa fiducia non potrà rinascere se non si avrà la certezza assoluta che l'indipendenza dell'Austria sarà fermamente mantenuta.	[340, 1211, 520, 1362]
dateline: COMO, 19 notte.	[1211, 2002, 1290, 2012]
table-cell: 24	[1406, 1453, 1468, 1482]
article-paragraph: Venendo poi ai problemi concreti che restano da risolvere fra i due Paesi, l'articolista osserva che l'altro ieri alla questione jugoslava per rilevare che su questo punto nevralgico la	[340, 2253, 520, 2328]
article-paragraph: Sono continuati oggi i lavori del Congresso nazionale dei zoologi italiani. Il prof. Ghigi, rettore dell'Università, ha parlato sulle condizioni degli studi zoologici in Italia.	[1103, 2233, 1290, 2308]
article-paragraph: La Settimana della Seta si è chiusa ieri sera, con un esito che ha superato ogni aspettativa. Il pubblico che ha visitato la mostra è stato numerosissimo e gli affari conclusi sono stati notevoli.	[1103, 2014, 1290, 2089]
weather-bulletin	[1303, 1291, 1508, 1826]
article-paragraph: Ora si vuole che il lavoratore sia un organismo in piena efficienza, fisicamente e spiritualmente, pronto a vincere, con l'energie dell'anima e con quelle del corpo, le durezze della vita, contribuendo, per la parte che gli spetta, alla grandezza della Nazione e al progredire della civiltà.	[144, 647, 327, 747]
table-row	[1307, 1554, 1510, 1583]
article-paragraph: «La delegazione austriaca è contentissima della situazione quale fino a oggi risulta. Essa ha, infatti, la certezza assoluta che la decisione degli Stati interessati di garantire l'indipendenza austriaca non lascia per niente a desiderare».	[340, 726, 520, 813]
article-paragraph: Infatti, con la nomina delle cariche dall'alto, si riporta al centro la piena responsabilità dell'azione sindacale, ed insieme si garantisce la formazione di nuovi quadri di dirigenti, capaci di realizzare in pieno gli scopi che il Regime assegna alle organizzazioni sindacali.	[1103, 851, 1290, 951]
table-cell: 15	[1345, 1453, 1407, 1482]
table-row	[1307, 1673, 1510, 1703]
subcolumn-right	[527, 224, 707, 2448]
headline-predappio: Un raduno a Predappio	[1107, 1433, 1286, 1451]
table-row	[1307, 1400, 1510, 1411]
divider	[144, 1881, 327, 1882]
article-paragraph: Uno degli addetti alle sale delle macchine, un certo Tripp, ecc. I documenti alla mano, ha detto che alle 2.55 antimeridiane ricevette dal ponte di comando un telefonata che ordinava di aumentare la velocità. Questo ordine era stato dato dal vice comandante Warms quando il fuoco si era già manifestato.	[720, 771, 902, 884]
divider	[144, 1630, 327, 1631]
table-cell: Catania	[1307, 1673, 1345, 1703]
article-paragraph: Le ultime dichiarazioni fatte a questo riguardo dal cancelliere austriaco Schuschnigg sono analizzate stasera dall'ufficioso Temps, il quale nota che si riservano i negoziati dei giorni scorsi nessuna formula precisa è stata ancora concordata, si ha però l'impressione che, grazie ai ravvicinamento franco-italiano e alle disposizioni manifestate dalla Piccola Intesa nel comunicato pubblicato alla fine della riunione, il suo Consiglio permanente, un serio progresso morale sia stato compiuto.	[340, 1018, 520, 1207]
table-cell: Bengasi	[1307, 1762, 1345, 1792]
article-paragraph: Alla periferia, salvo naturalmente le diverse esigenze locali, l'attrezzatura interna delle Unioni sarà uniformata ai criteri fissati dalla Confederazione, che ha diramato a questo scopo particolareggiate istruzioni.	[1103, 1346, 1290, 1420]
article-paragraph: S. E. Acerbo, visitando le mostre, ha espresso il proprio compiacimento agli organizzatori per l'alta significazione artistica e per la perfetta organizzazione delle manifestazioni, che danno la misura della fervida operosità della provincia mantovana.	[1303, 561, 1491, 661]
kicker: LE MILIZIE SPECIALI	[749, 1027, 873, 1039]
article-paragraph: Il successo della «IV Settimana mantovana», delineatosi domenica scorsa, con la manifestazione inaugurale svoltasi alla presenza di S. E. Acerbo, si afferma nei giorni successivi e avrà il suo completamento nel prossimo giorno di chiusura della mostra.	[1303, 183, 1491, 284]
section-subhead: Parigi e Roma	[391, 1917, 469, 1929]
table-cell: Roma	[1307, 1512, 1345, 1524]
